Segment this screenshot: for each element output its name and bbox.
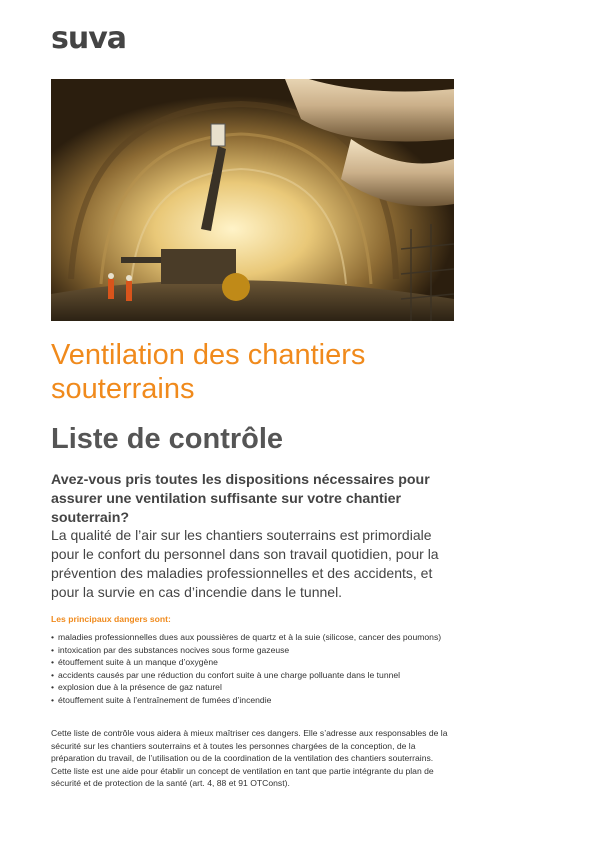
page-subtitle: Liste de contrôle [51,423,284,455]
list-item: • maladies professionnelles dues aux poussières de quartz et à la suie (silicose, cancer des poumons) [51,631,471,644]
tunnel-photo [51,79,454,321]
list-item: • étouffement suite à l’entraînement de fumées d’incendie [51,694,471,707]
list-item: • accidents causés par une réduction du confort suite à une charge polluante dans le tunnel [51,669,471,682]
list-item: • intoxication par des substances nocives sous forme gazeuse [51,644,471,657]
list-item: • étouffement suite à un manque d’oxygène [51,656,471,669]
lead-question: Avez-vous pris toutes les dispositions nécessaires pour assurer une ventilation suffisante sur votre chantier souterrain? [51,472,430,526]
dangers-heading: Les principaux dangers sont: [51,614,171,624]
list-item: • explosion due à la présence de gaz naturel [51,681,471,694]
dangers-list [51,631,471,706]
suva-logo: suva [51,21,127,56]
page-title: Ventilation des chantiers souterrains [51,339,366,405]
intro-text: Cette liste de contrôle vous aidera à mieux maîtriser ces dangers. Elle s’adresse aux responsables de la sécurité sur les chantiers souterrains et à toutes les personnes chargées de la conception, de la préparation du travail, de l’utilisation ou de la coordination de la ventilation des chantiers souterrains. Cette liste est une aide pour établir un concept de ventilation en tant que partie intégrante du plan de sécurité et de protection de la santé (art. 4, 88 et 91 OTConst). [51,728,448,788]
lead-paragraph: La qualité de l’air sur les chantiers souterrains est primordiale pour le confort du personnel dans son travail quotidien, pour la prévention des maladies professionnelles et des accidents, et pour la survie en cas d’incendie dans le tunnel. [51,527,439,600]
